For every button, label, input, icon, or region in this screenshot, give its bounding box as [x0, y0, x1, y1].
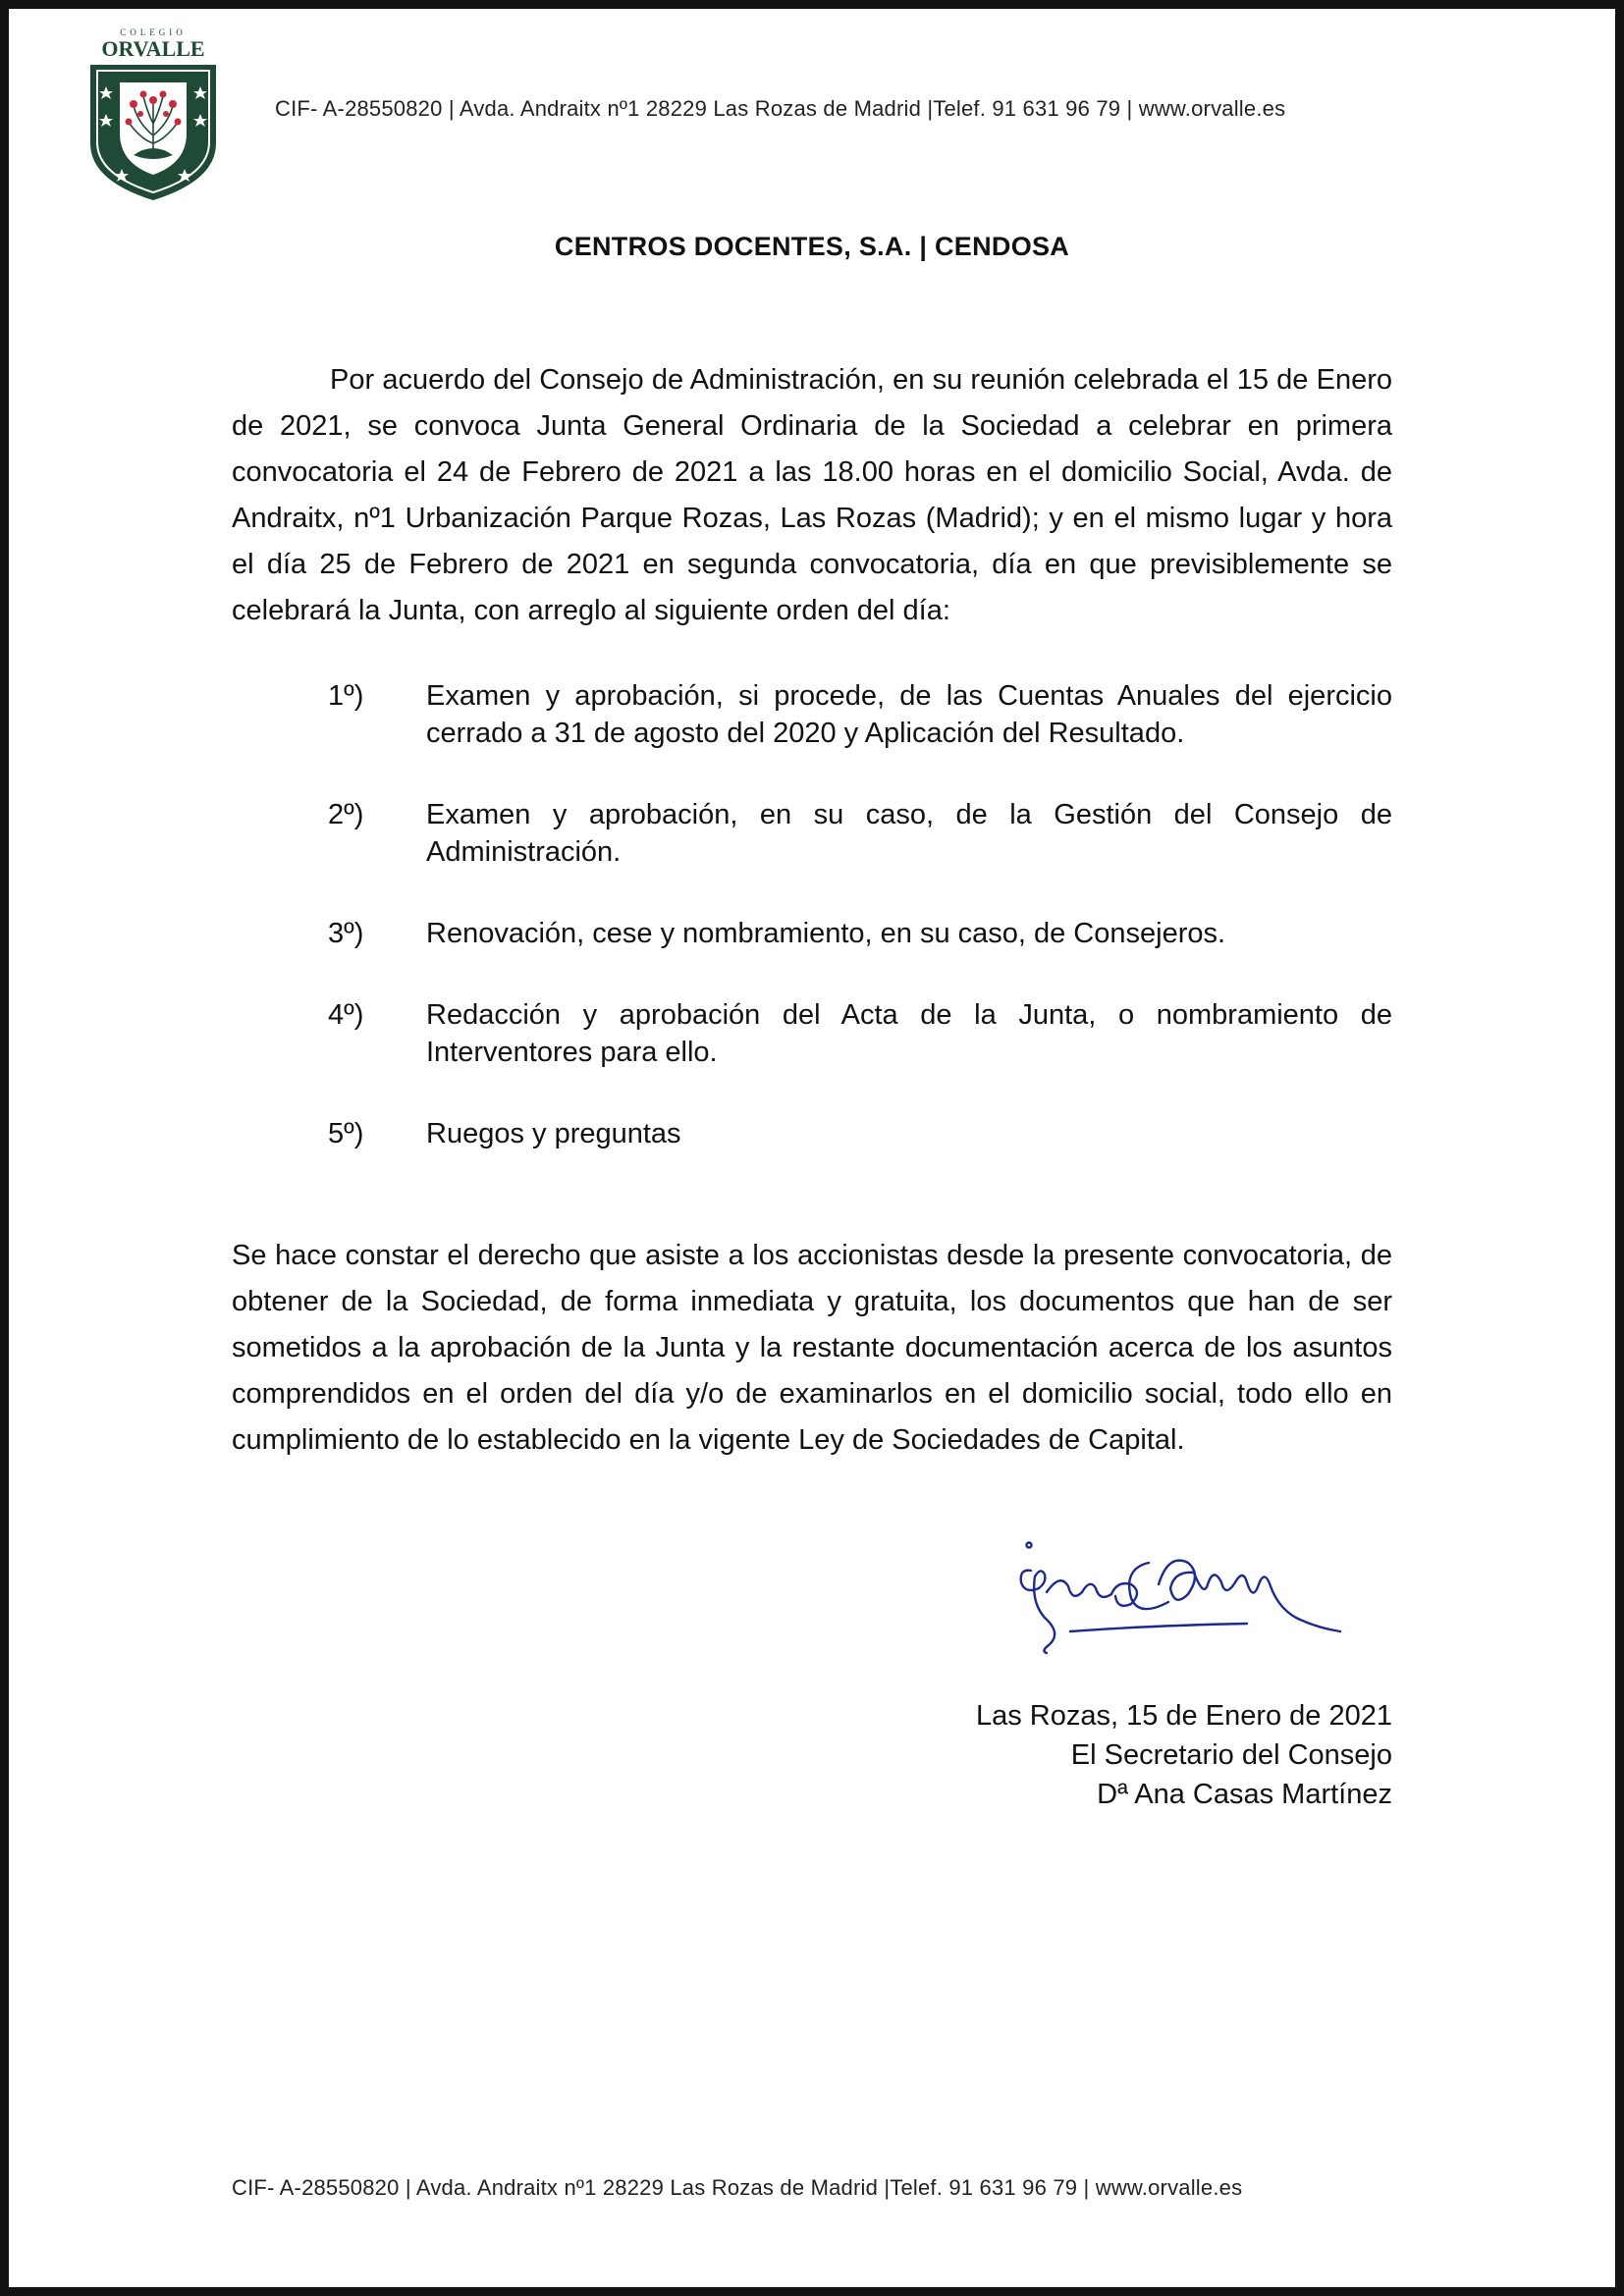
- agenda-item: [232, 677, 1392, 752]
- agenda-item: [232, 1115, 1392, 1152]
- agenda-item: [232, 996, 1392, 1071]
- agenda-item-text: Ruegos y preguntas: [426, 1118, 681, 1149]
- signer-name: Dª Ana Casas Martínez: [1097, 1779, 1392, 1810]
- signer-role: El Secretario del Consejo: [1070, 1739, 1392, 1771]
- agenda-item-text: Examen y aprobación, en su caso, de la Gestión del Consejo de Administración.: [426, 799, 1392, 868]
- agenda-item-number: 1º): [328, 680, 364, 712]
- company-title: CENTROS DOCENTES, S.A. | CENDOSA: [554, 232, 1070, 261]
- agenda-item-number: 4º): [328, 999, 364, 1031]
- closing-paragraph: Se hace constar el derecho que asiste a los accionistas desde la presente convocatoria, de obtener de la Sociedad, de forma inmediata y gratuita, los documentos que han de ser sometidos a la aprobación de la Junta y la restante documentación acerca de los asuntos comprendidos en el orden del día y/o de examinarlos en el domicilio social, todo ello en cumplimiento de lo establecido en la vigente Ley de Sociedades de Capital.: [232, 1240, 1392, 1456]
- place-date: Las Rozas, 15 de Enero de 2021: [975, 1700, 1392, 1732]
- handwritten-signature-icon: [1001, 1523, 1355, 1671]
- intro-paragraph: Por acuerdo del Consejo de Administración, en su reunión celebrada el 15 de Enero de 2021, se convoca Junta General Ordinaria de la Sociedad a celebrar en primera convocatoria el 24 de Febrero de 2021 a las 18.00 horas en el domicilio Social, Avda. de Andraitx, nº1 Urbanización Parque Rozas, Las Rozas (Madrid); y en el mismo lugar y hora el día 25 de Febrero de 2021 en segunda convocatoria, día en que previsiblemente se celebrará la Junta, con arreglo al siguiente orden del día:: [232, 364, 1392, 626]
- header-contact-line: CIF- A-28550820 | Avda. Andraitx nº1 28229 Las Rozas de Madrid |Telef. 91 631 96 79 | www.orvalle.es: [275, 96, 1286, 121]
- signature-block: [976, 1696, 1392, 1814]
- svg-text:ORVALLE: ORVALLE: [101, 36, 205, 61]
- agenda-item: [232, 915, 1392, 952]
- agenda-item-number: 5º): [328, 1118, 364, 1149]
- svg-text:COLEGIO: COLEGIO: [120, 27, 187, 37]
- agenda-item-number: 3º): [328, 918, 364, 949]
- agenda-item-text: Examen y aprobación, si procede, de las Cuentas Anuales del ejercicio cerrado a 31 de agosto del 2020 y Aplicación del Resultado.: [426, 680, 1392, 749]
- agenda-item: [232, 796, 1392, 871]
- agenda-list: [232, 677, 1392, 1197]
- agenda-item-number: 2º): [328, 799, 364, 830]
- footer-contact-line: CIF- A-28550820 | Avda. Andraitx nº1 28229 Las Rozas de Madrid |Telef. 91 631 96 79 | www.orvalle.es: [232, 2175, 1243, 2200]
- agenda-item-text: Redacción y aprobación del Acta de la Junta, o nombramiento de Interventores para ello.: [426, 999, 1392, 1068]
- agenda-item-text: Renovación, cese y nombramiento, en su caso, de Consejeros.: [426, 918, 1226, 949]
- shield-crest-icon: [84, 26, 222, 202]
